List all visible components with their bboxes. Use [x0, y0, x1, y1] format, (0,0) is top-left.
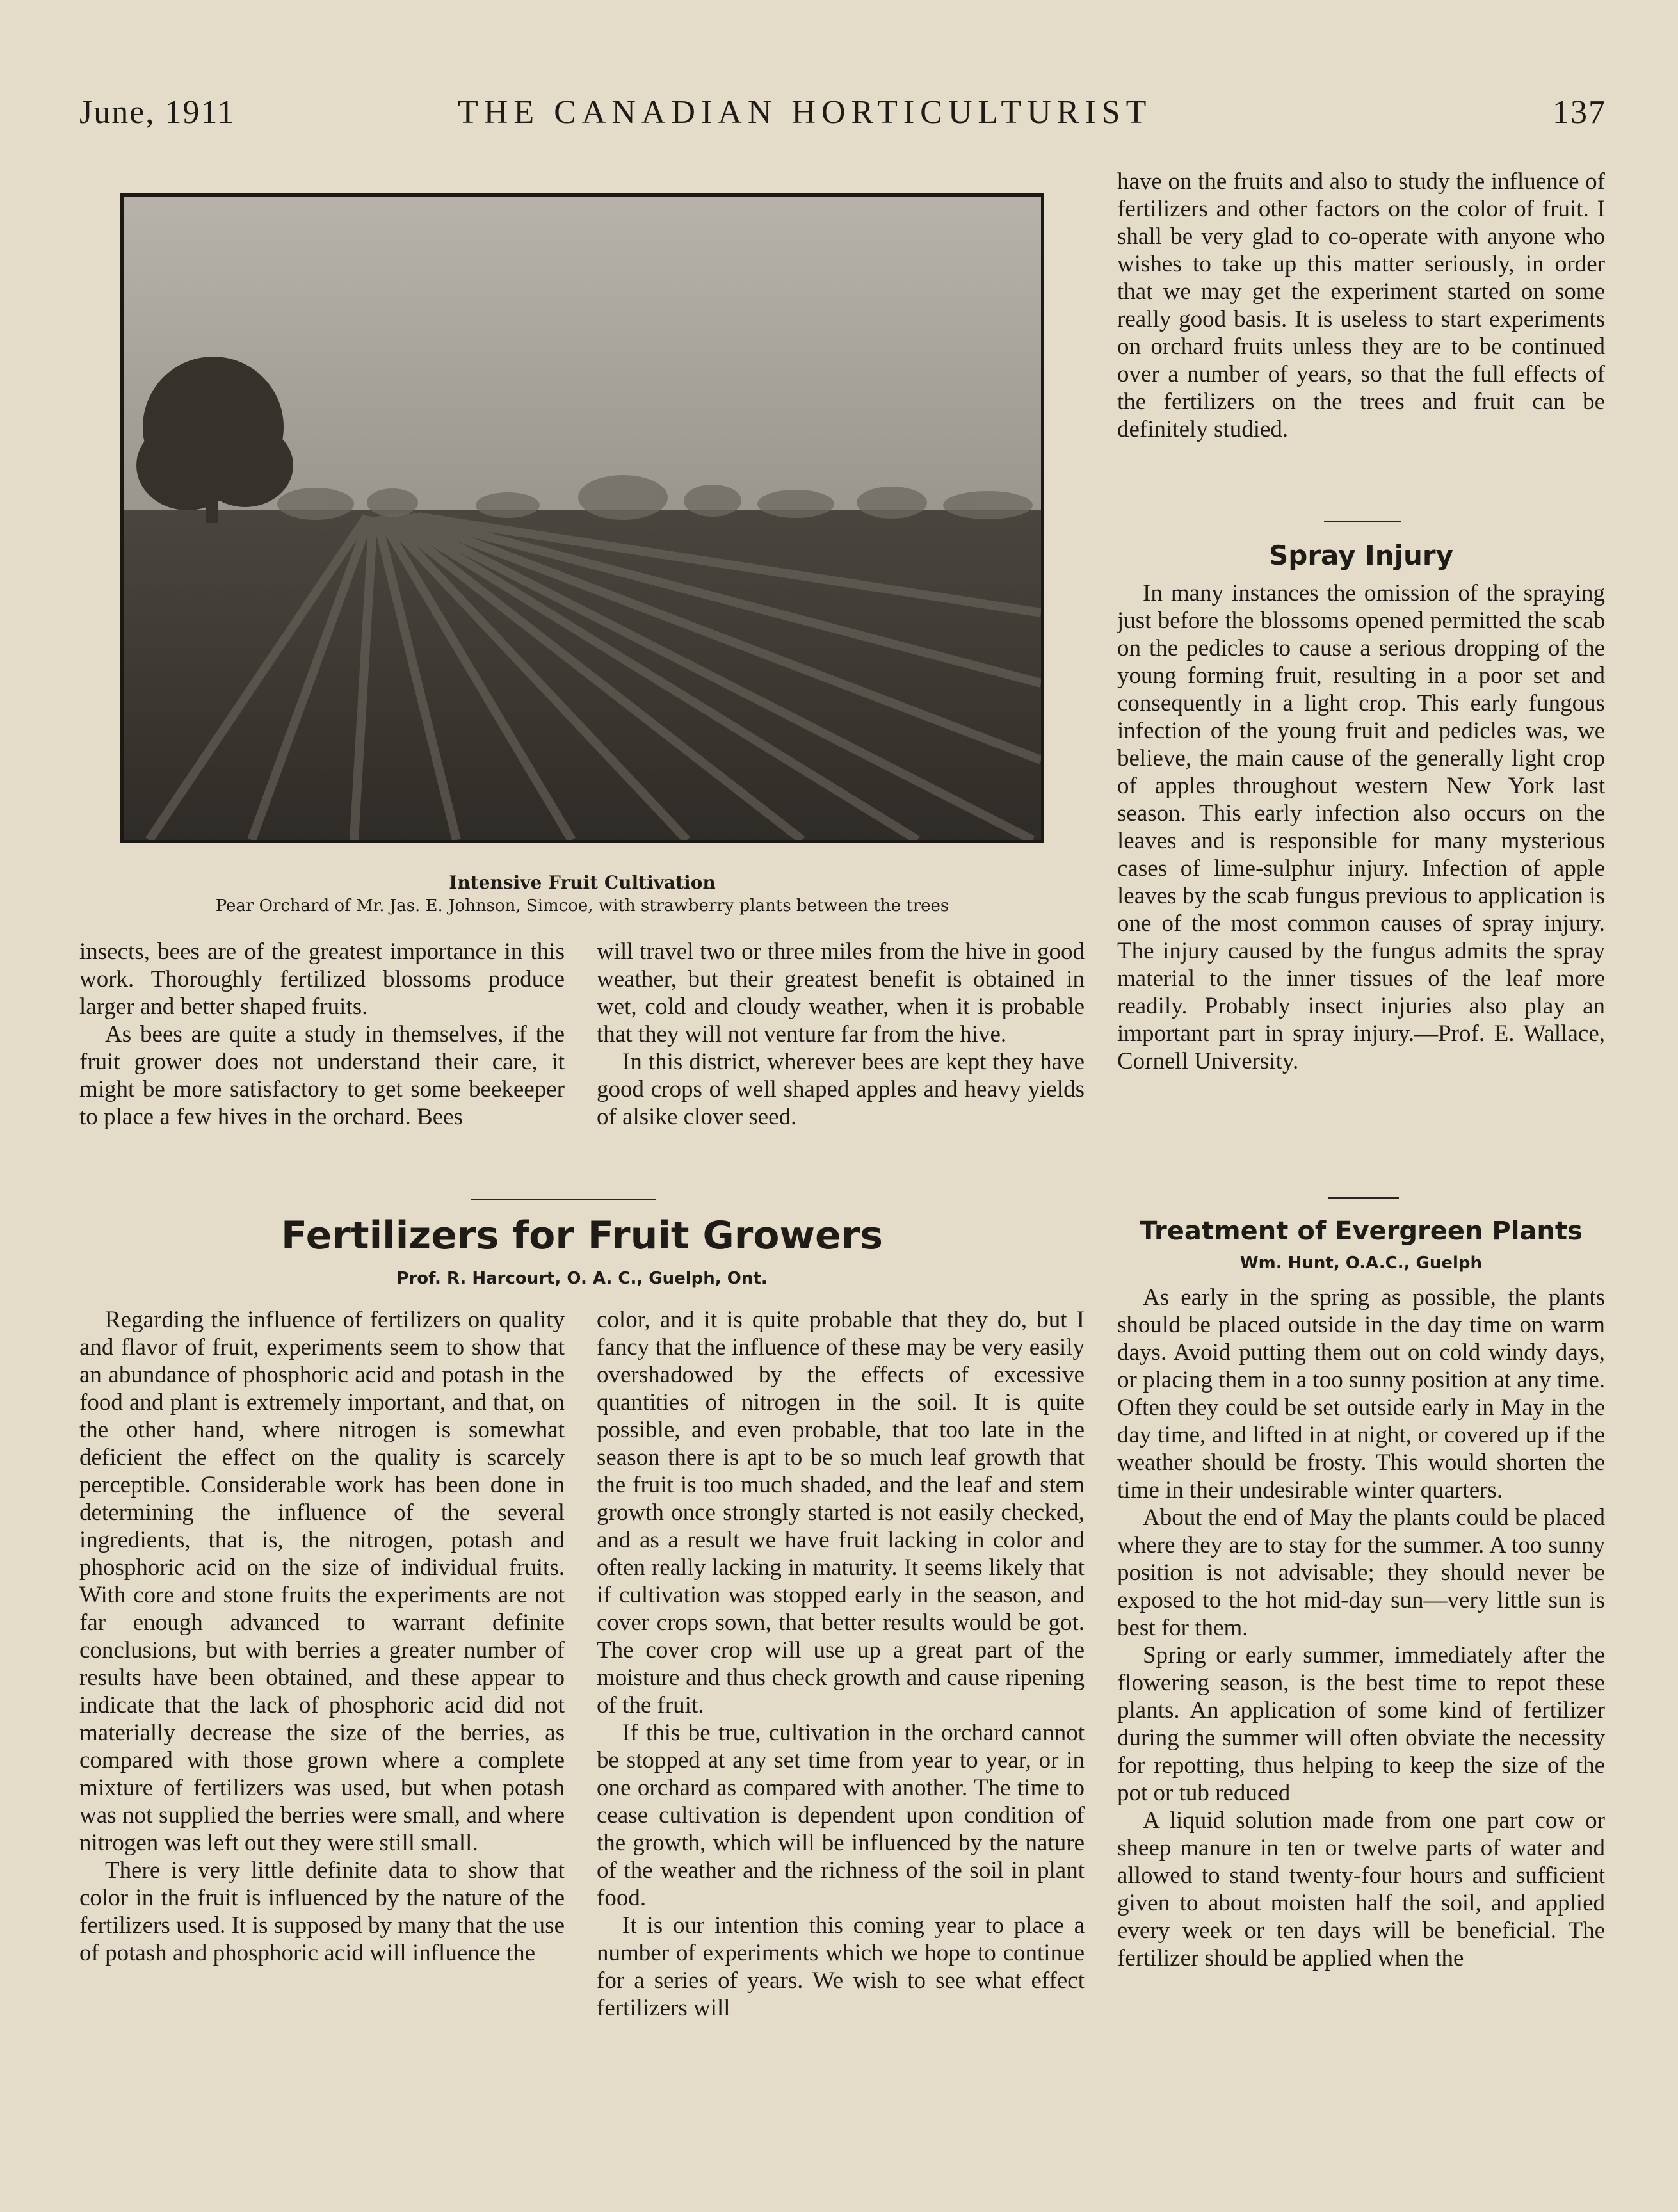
section-divider — [1324, 521, 1401, 522]
paragraph: will travel two or three miles from the hive in good weather, but their greatest benefit is obtained in wet, cold and cloudy weather, when it is probable that they will not venture far from the hive. — [597, 939, 1085, 1047]
header-title: THE CANADIAN HORTICULTURIST — [458, 94, 1152, 131]
fertilizers-continued-column — [1117, 168, 1605, 443]
orchard-photo-image — [124, 197, 1041, 840]
paragraph: insects, bees are of the greatest importance in this work. Thoroughly fertilized blossoms produce larger and better shaped fruits. — [79, 939, 565, 1020]
header-date: June, 1911 — [79, 94, 236, 131]
paragraph: have on the fruits and also to study the influence of fertilizers and other factors on the color of fruit. I shall be very glad to co-operate with anyone who wishes to take up this matter seriously, in order that we may get the experiment started on some really good basis. It is useless to start experiments on orchard fruits unless they are to be continued over a number of years, so that the full effects of the fertilizers on the trees and fruit can be definitely studied. — [1117, 168, 1605, 442]
fertilizers-byline: Prof. R. Harcourt, O. A. C., Guelph, Ont. — [396, 1269, 768, 1288]
paragraph: In many instances the omission of the spraying just before the blossoms opened permitted the scab on the pedicles to cause a serious dropping of the young forming fruit, resulting in a poor set and consequently in a light crop. This early fungous infection of the young fruit and pedicles was, we believe, the main cause of the generally light crop of apples throughout western New York last season. This early infection also occurs on the leaves and is responsible for many mysterious cases of lime-sulphur injury. Infection of apple leaves by the scab fungus previous to application is one of the most common causes of spray injury. The injury caused by the fungus admits the spray material to the inner tissues of the leaf more readily. Probably insect injuries also play an important part in spray injury.—Prof. E. Wallace, Cornell University. — [1117, 580, 1605, 1074]
header-page-number: 137 — [1553, 94, 1606, 131]
evergreen-heading: Treatment of Evergreen Plants — [1140, 1216, 1583, 1246]
paragraph: There is very little definite data to show that color in the fruit is influenced by the nature of the fertilizers used. It is supposed by many that the use of potash and phosphoric acid will influence the — [79, 1857, 565, 1966]
paragraph: Regarding the influence of fertilizers on quality and flavor of fruit, experiments seem to show that an abundance of phosphoric acid and potash in the food and plant is extremely important, and that, on the other hand, where nitrogen is somewhat deficient the effect on the quality is scarcely perceptible. Considerable work has been done in determining the influence of the several ingredients, that is, the nitrogen, potash and phosphoric acid on the size of individual fruits. With core and stone fruits the experiments are not far enough advanced to warrant definite conclusions, but with berries a greater number of results have been obtained, and these appear to indicate that the lack of phosphoric acid did not materially decrease the size of the berries, as compared with those grown where a complete mixture of fertilizers was used, but when potash was not supplied the berries were small, and where nitrogen was left out they were still small. — [79, 1307, 565, 1856]
spray-injury-column — [1117, 579, 1605, 1075]
photo-caption-title: Intensive Fruit Cultivation — [449, 872, 716, 893]
paragraph: About the end of May the plants could be placed where they are to stay for the summer. A too sunny position is not advisable; they should never be exposed to the hot mid-day sun—very little sun is best for them. — [1117, 1505, 1605, 1641]
fertilizers-column-left — [79, 1306, 565, 1967]
photo-caption-subtitle: Pear Orchard of Mr. Jas. E. Johnson, Simcoe, with strawberry plants between the trees — [215, 896, 949, 916]
evergreen-column — [1117, 1284, 1605, 1972]
paragraph: As bees are quite a study in themselves, if the fruit grower does not understand their care, it might be more satisfactory to get some beekeeper to place a few hives in the orchard. Bees — [79, 1021, 565, 1130]
paragraph: In this district, wherever bees are kept they have good crops of well shaped apples and heavy yields of alsike clover seed. — [597, 1049, 1085, 1130]
orchard-photo — [120, 193, 1044, 843]
bees-column-left — [79, 938, 565, 1131]
section-divider — [1328, 1197, 1399, 1199]
fertilizers-heading: Fertilizers for Fruit Growers — [281, 1213, 883, 1258]
evergreen-byline: Wm. Hunt, O.A.C., Guelph — [1239, 1254, 1483, 1273]
paragraph: It is our intention this coming year to place a number of experiments which we hope to continue for a series of years. We wish to see what effect fertilizers will — [597, 1912, 1085, 2021]
paragraph: color, and it is quite probable that they do, but I fancy that the influence of these may be very easily overshadowed by the effects of excessive quantities of nitrogen in the soil. It is quite possible, and even probable, that too late in the season there is apt to be so much leaf growth that the fruit is too much shaded, and the leaf and stem growth once strongly started is not easily checked, and as a result we have fruit lacking in color and often really lacking in maturity. It seems likely that if cultivation was stopped early in the season, and cover crops sown, that better results would be got. The cover crop will use up a great part of the moisture and thus check growth and cause ripening of the fruit. — [597, 1307, 1085, 1718]
paragraph: If this be true, cultivation in the orchard cannot be stopped at any set time from year to year, or in one orchard as compared with another. The time to cease cultivation is dependent upon condition of the growth, which will be influenced by the nature of the weather and the richness of the soil in plant food. — [597, 1720, 1085, 1911]
paragraph: Spring or early summer, immediately after the flowering season, is the best time to repot these plants. An application of some kind of fertilizer during the summer will often obviate the necessity for repotting, thus helping to keep the size of the pot or tub reduced — [1117, 1642, 1605, 1806]
bees-column-mid — [597, 938, 1085, 1131]
paragraph: As early in the spring as possible, the plants should be placed outside in the day time on warm days. Avoid putting them out on cold windy days, or placing them in a too sunny position at any time. Often they could be set outside early in May in the day time, and lifted in at night, or covered up if the weather should be frosty. This would shorten the time in their undesirable winter quarters. — [1117, 1284, 1605, 1503]
fertilizers-column-mid — [597, 1306, 1085, 2022]
paragraph: A liquid solution made from one part cow or sheep manure in ten or twelve parts of water and allowed to stand twenty-four hours and sufficient given to about moisten half the soil, and applied every week or ten days will be beneficial. The fertilizer should be applied when the — [1117, 1807, 1605, 1971]
spray-injury-heading: Spray Injury — [1269, 540, 1453, 571]
section-divider — [471, 1199, 656, 1200]
